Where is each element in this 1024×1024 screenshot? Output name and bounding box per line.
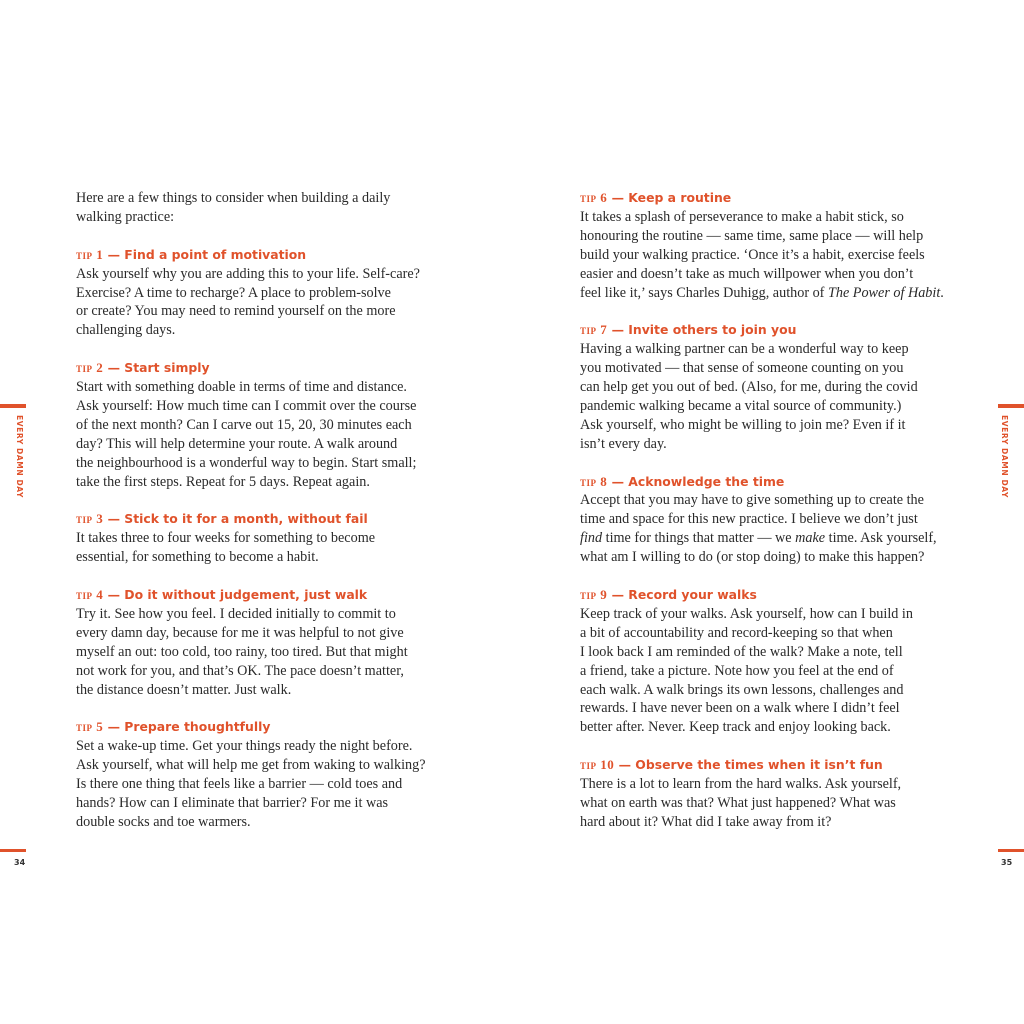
section-tab-bar-left [0,404,26,408]
text-line: you motivated — that sense of someone counting on you [580,360,904,377]
tip-block [76,359,466,491]
tip-number: tip 8 [580,473,608,489]
text-line: isn’t every day. [580,435,667,452]
text-line [580,529,970,548]
text-line: build your walking practice. ‘Once it’s a habit, exercise feels [580,246,925,263]
tip-number: tip 4 [76,586,104,602]
italic-text: find [580,530,603,547]
tip-dash: — [103,719,125,735]
tip-number: tip 6 [580,190,608,205]
text-line: honouring the routine — same time, same place — will help [580,227,924,244]
text-line: a friend, take a picture. Note how you feel at the end of [580,662,894,679]
italic-text: make [795,530,826,547]
text-line: There is a lot to learn from the hard walks. Ask yourself, [580,776,902,793]
tip-title: Do it without judgement, just walk [124,586,368,602]
tip-title: Invite others to join you [628,322,797,338]
text-line: I look back I am reminded of the walk? Make a note, tell [580,643,903,660]
tip-heading [76,510,466,529]
tip-number: tip 3 [76,511,104,527]
text-line: each walk. A walk brings its own lessons, challenges and [580,681,904,698]
text-line: It takes a splash of perseverance to make a habit stick, so [580,208,904,225]
tip-number: tip 2 [76,360,104,376]
text-line: Ask yourself why you are adding this to your life. Self-care? [76,265,420,282]
text-line: not work for you, and that’s OK. The pace doesn’t matter, [76,662,404,679]
text-line: essential, for something to become a habit. [76,549,319,566]
text-line: of the next month? Can I carve out 15, 20, 30 minutes each [76,416,412,433]
tip-block [76,246,466,341]
tip-dash: — [607,586,629,602]
text-line: what on earth was that? What just happened? What was [580,794,896,811]
tip-heading [580,756,970,775]
text-line: challenging days. [76,322,176,339]
tip-dash: — [103,586,125,602]
tip-block [580,321,970,453]
tip-title: Record your walks [628,586,757,602]
tip-heading [76,246,466,265]
text-line: Is there one thing that feels like a barrier — cold toes and [76,776,403,793]
text-line: Start with something doable in terms of time and distance. [76,379,407,396]
text-line: hard about it? What did I take away from it? [580,813,832,830]
tip-block [580,586,970,737]
text-line: Accept that you may have to give something up to create the [580,492,924,509]
text-line: Keep track of your walks. Ask yourself, how can I build in [580,605,913,622]
text-line: double socks and toe warmers. [76,813,251,830]
text-line: myself an out: too cold, too rainy, too tired. But that might [76,643,408,660]
text-line: walking practice: [76,208,175,225]
tip-number: tip 5 [76,719,104,735]
text-line: Ask yourself: How much time can I commit over the course [76,397,417,414]
tip-block [580,756,970,832]
text-line: easier and doesn’t take as much willpower when you don’t [580,265,914,282]
tip-block [580,473,970,568]
text-line: Ask yourself, who might be willing to join me? Even if it [580,416,906,433]
right-page-text [580,189,970,851]
page-number-left: 34 [14,858,26,867]
tip-dash: — [607,322,629,338]
text-line: a bit of accountability and record-keeping so that when [580,624,893,641]
text-line: better after. Never. Keep track and enjoy looking back. [580,719,891,736]
text-line: every damn day, because for me it was helpful to not give [76,624,404,641]
tip-title: Keep a routine [628,190,732,205]
text-line: hands? How can I eliminate that barrier? For me it was [76,794,389,811]
tip-dash: — [103,246,125,262]
page-number-right: 35 [1001,858,1013,867]
tip-title: Acknowledge the time [628,473,785,489]
text-line: Here are a few things to consider when building a daily [76,190,391,206]
tip-title: Start simply [124,360,210,376]
text-line: day? This will help determine your route. A walk around [76,435,398,452]
folio-bar-right [998,849,1024,852]
italic-text: The Power of Habit [827,284,941,301]
tip-title: Stick to it for a month, without fail [124,511,368,527]
text-run: feel like it,’ says Charles Duhigg, author of [580,284,828,301]
folio-bar-left [0,849,26,852]
tip-title: Prepare thoughtfully [124,719,271,735]
tip-dash: — [607,473,629,489]
text-line: rewards. I have never been on a walk where I didn’t feel [580,700,900,717]
text-line: It takes three to four weeks for something to become [76,530,376,547]
tip-number: tip 1 [76,246,104,262]
left-page-text [76,189,466,851]
tip-heading [76,359,466,378]
tip-dash: — [103,511,125,527]
text-line: Ask yourself, what will help me get from waking to walking? [76,757,426,774]
text-line: pandemic walking became a vital source of community.) [580,397,902,414]
tip-block [76,510,466,567]
tip-heading [580,586,970,605]
tip-number: tip 9 [580,586,608,602]
tip-number: tip 7 [580,322,608,338]
tip-heading [76,586,466,605]
tip-title: Find a point of motivation [124,246,307,262]
intro-paragraph [76,189,466,227]
text-line: can help get you out of bed. (Also, for me, during the covid [580,379,918,396]
tip-heading [580,189,970,208]
text-line: the neighbourhood is a wonderful way to begin. Start small; [76,454,417,471]
tip-block [580,189,970,302]
text-line: time and space for this new practice. I believe we don’t just [580,511,918,528]
tip-heading [76,718,466,737]
text-line [580,284,970,303]
tip-block [76,718,466,831]
section-tab-bar-right [998,404,1024,408]
tip-title: Observe the times when it isn’t fun [635,757,883,773]
tip-number: tip 10 [580,757,615,773]
tip-heading [580,321,970,340]
text-line: Having a walking partner can be a wonderful way to keep [580,341,909,358]
text-line: Exercise? A time to recharge? A place to problem-solve [76,284,391,301]
text-line: the distance doesn’t matter. Just walk. [76,681,292,698]
tip-dash: — [103,360,125,376]
text-run: . [940,284,944,301]
running-head-left: EVERY DAMN DAY [15,415,24,498]
tip-dash: — [614,757,636,773]
running-head-right: EVERY DAMN DAY [1000,415,1009,498]
text-line: Set a wake-up time. Get your things ready the night before. [76,738,413,755]
tip-block [76,586,466,699]
text-line: or create? You may need to remind yourself on the more [76,303,396,320]
tip-heading [580,473,970,492]
tip-dash: — [607,190,629,205]
text-run: time for things that matter — we [602,530,796,547]
text-line: take the first steps. Repeat for 5 days. Repeat again. [76,473,370,490]
text-line: what am I willing to do (or stop doing) to make this happen? [580,549,925,566]
text-line: Try it. See how you feel. I decided initially to commit to [76,605,396,622]
text-run: time. Ask yourself, [825,530,937,547]
